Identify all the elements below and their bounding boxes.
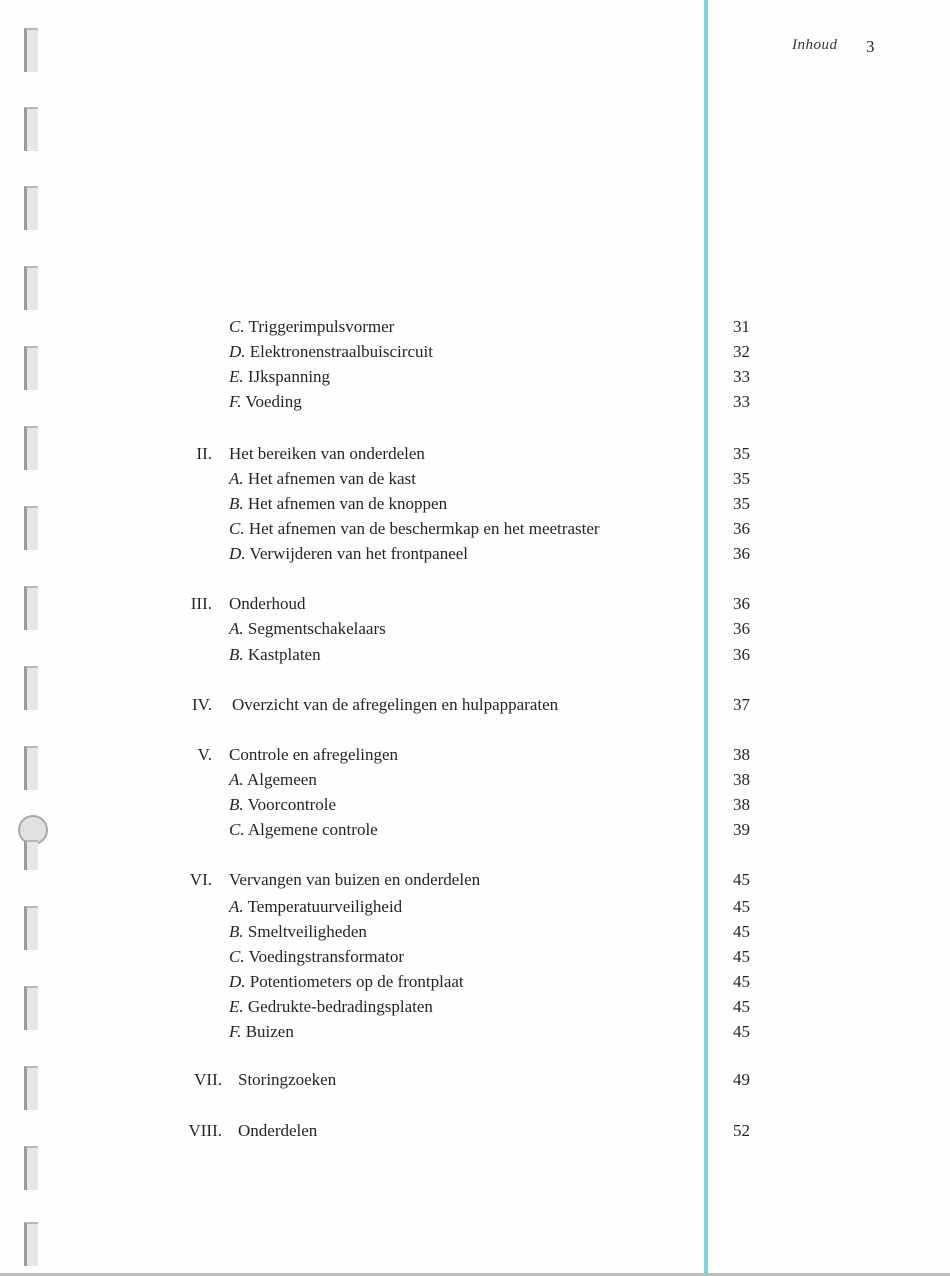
toc-page-number: 33 xyxy=(733,367,750,386)
toc-page-number: 38 xyxy=(733,745,750,764)
toc-page-number: 38 xyxy=(733,795,750,814)
toc-title xyxy=(229,996,433,1018)
toc-entry xyxy=(0,518,770,540)
toc-entry xyxy=(0,694,770,716)
toc-entry xyxy=(0,996,770,1018)
toc-entry xyxy=(0,794,770,816)
toc-subsection-letter: C. xyxy=(229,947,245,966)
toc-title-text: Triggerimpulsvormer xyxy=(248,317,395,336)
toc-title-text: Onderhoud xyxy=(229,594,306,613)
running-head: Inhoud xyxy=(792,37,838,53)
toc-subsection-letter: E. xyxy=(229,367,244,386)
toc-page-number: 32 xyxy=(733,342,750,361)
toc-page-number: 36 xyxy=(733,645,750,664)
toc-section-number: VI. xyxy=(189,870,212,889)
toc-entry xyxy=(0,341,770,363)
toc-entry xyxy=(0,769,770,791)
toc-page-number: 35 xyxy=(733,469,750,488)
toc-section-number: II. xyxy=(196,444,212,463)
toc-title xyxy=(229,896,402,918)
toc-subsection-letter: C. xyxy=(229,820,245,839)
toc-title xyxy=(229,316,394,338)
toc-subsection-letter: B. xyxy=(229,795,244,814)
toc-title xyxy=(229,543,468,565)
toc-title xyxy=(229,341,433,363)
toc-page-number: 36 xyxy=(733,594,750,613)
toc-page-number: 45 xyxy=(733,897,750,916)
toc-page-number: 45 xyxy=(733,972,750,991)
toc-entry xyxy=(0,819,770,841)
toc-title-text: Controle en afregelingen xyxy=(229,745,398,764)
toc-page-number: 33 xyxy=(733,392,750,411)
toc-title xyxy=(229,1021,294,1043)
toc-subsection-letter: D. xyxy=(229,342,246,361)
toc-title xyxy=(229,869,480,891)
toc-title xyxy=(229,468,416,490)
toc-page-number: 36 xyxy=(733,544,750,563)
toc-title xyxy=(229,971,464,993)
toc-page-number: 39 xyxy=(733,820,750,839)
toc-entry xyxy=(0,618,770,640)
toc-entry xyxy=(0,1120,770,1142)
toc-entry xyxy=(0,644,770,666)
toc-subsection-letter: C. xyxy=(229,317,245,336)
toc-page-number: 45 xyxy=(733,947,750,966)
toc-subsection-letter: B. xyxy=(229,645,244,664)
toc-page-number: 36 xyxy=(733,619,750,638)
toc-title-text: Smeltveiligheden xyxy=(247,922,367,941)
toc-entry xyxy=(0,896,770,918)
toc-title-text: Het afnemen van de beschermkap en het meetraster xyxy=(248,519,600,538)
toc-title-text: Elektronenstraalbuiscircuit xyxy=(249,342,433,361)
toc-entry xyxy=(0,1069,770,1091)
toc-subsection-letter: A. xyxy=(229,770,244,789)
toc-entry xyxy=(0,391,770,413)
toc-title xyxy=(229,391,302,413)
toc-title xyxy=(229,819,378,841)
toc-title-text: Temperatuurveiligheid xyxy=(247,897,403,916)
toc-title-text: Voeding xyxy=(245,392,302,411)
toc-subsection-letter: F. xyxy=(229,1022,242,1041)
toc-title-text: Voedingstransformator xyxy=(248,947,405,966)
toc-subsection-letter: B. xyxy=(229,922,244,941)
page-number: 3 xyxy=(866,37,875,56)
toc-section-number: VII. xyxy=(194,1070,222,1089)
binding-hole xyxy=(24,1222,38,1266)
toc-title xyxy=(229,593,305,615)
toc-page-number: 37 xyxy=(733,695,750,714)
toc-subsection-letter: A. xyxy=(229,469,244,488)
toc-page-number: 31 xyxy=(733,317,750,336)
toc-title-text: Algemene controle xyxy=(247,820,378,839)
toc-page-number: 38 xyxy=(733,770,750,789)
toc-entry xyxy=(0,468,770,490)
toc-subsection-letter: F. xyxy=(229,392,242,411)
toc-title-text: Verwijderen van het frontpaneel xyxy=(249,544,469,563)
toc-subsection-letter: C. xyxy=(229,519,245,538)
toc-entry xyxy=(0,921,770,943)
toc-title-text: Segmentschakelaars xyxy=(247,619,386,638)
toc-title xyxy=(229,744,398,766)
toc-entry xyxy=(0,1021,770,1043)
toc-section-number: III. xyxy=(190,594,212,613)
toc-section-number: VIII. xyxy=(188,1121,222,1140)
toc-page-number: 45 xyxy=(733,870,750,889)
toc-title xyxy=(229,769,317,791)
toc-title-text: IJkspanning xyxy=(247,367,331,386)
toc-entry xyxy=(0,366,770,388)
toc-title xyxy=(229,618,386,640)
binding-hole xyxy=(24,28,38,72)
binding-hole xyxy=(24,107,38,151)
toc-entry xyxy=(0,493,770,515)
toc-page-number: 35 xyxy=(733,494,750,513)
toc-subsection-letter: B. xyxy=(229,494,244,513)
binding-hole xyxy=(24,266,38,310)
toc-title-text: Buizen xyxy=(245,1022,294,1041)
toc-section-number: V. xyxy=(197,745,212,764)
binding-hole xyxy=(24,1146,38,1190)
toc-title-text: Potentiometers op de frontplaat xyxy=(249,972,464,991)
toc-title-text: Overzicht van de afregelingen en hulpapparaten xyxy=(232,695,559,714)
toc-page-number: 45 xyxy=(733,997,750,1016)
toc-title xyxy=(229,493,447,515)
toc-page-number: 36 xyxy=(733,519,750,538)
toc-subsection-letter: E. xyxy=(229,997,244,1016)
toc-title-text: Vervangen van buizen en onderdelen xyxy=(229,870,481,889)
toc-entry xyxy=(0,869,770,891)
toc-title-text: Onderdelen xyxy=(238,1121,318,1140)
toc-subsection-letter: D. xyxy=(229,972,246,991)
toc-title xyxy=(229,946,404,968)
toc-title xyxy=(232,694,558,716)
toc-subsection-letter: A. xyxy=(229,897,244,916)
toc-page-number: 52 xyxy=(733,1121,750,1140)
binding-hole xyxy=(24,186,38,230)
toc-title xyxy=(229,794,336,816)
toc-title-text: Het bereiken van onderdelen xyxy=(229,444,425,463)
toc-title-text: Het afnemen van de kast xyxy=(247,469,416,488)
toc-subsection-letter: A. xyxy=(229,619,244,638)
toc-entry xyxy=(0,971,770,993)
toc-entry xyxy=(0,316,770,338)
toc-title xyxy=(229,644,321,666)
toc-entry xyxy=(0,744,770,766)
toc-page-number: 35 xyxy=(733,444,750,463)
toc-title-text: Storingzoeken xyxy=(238,1070,337,1089)
toc-subsection-letter: D. xyxy=(229,544,246,563)
toc-title xyxy=(238,1069,336,1091)
toc-title xyxy=(229,443,425,465)
toc-entry xyxy=(0,443,770,465)
toc-section-number: IV. xyxy=(192,695,212,714)
binding-hole xyxy=(24,840,38,870)
toc-title-text: Gedrukte-bedradingsplaten xyxy=(247,997,433,1016)
toc-entry xyxy=(0,543,770,565)
toc-entry xyxy=(0,946,770,968)
toc-title xyxy=(229,921,367,943)
toc-title-text: Het afnemen van de knoppen xyxy=(247,494,448,513)
toc-title xyxy=(238,1120,317,1142)
toc-page-number: 49 xyxy=(733,1070,750,1089)
toc-title-text: Kastplaten xyxy=(247,645,321,664)
toc-title-text: Voorcontrole xyxy=(247,795,337,814)
toc-entry xyxy=(0,593,770,615)
toc-page-number: 45 xyxy=(733,1022,750,1041)
toc-title-text: Algemeen xyxy=(246,770,317,789)
toc-title xyxy=(229,518,600,540)
toc-page-number: 45 xyxy=(733,922,750,941)
toc-title xyxy=(229,366,330,388)
